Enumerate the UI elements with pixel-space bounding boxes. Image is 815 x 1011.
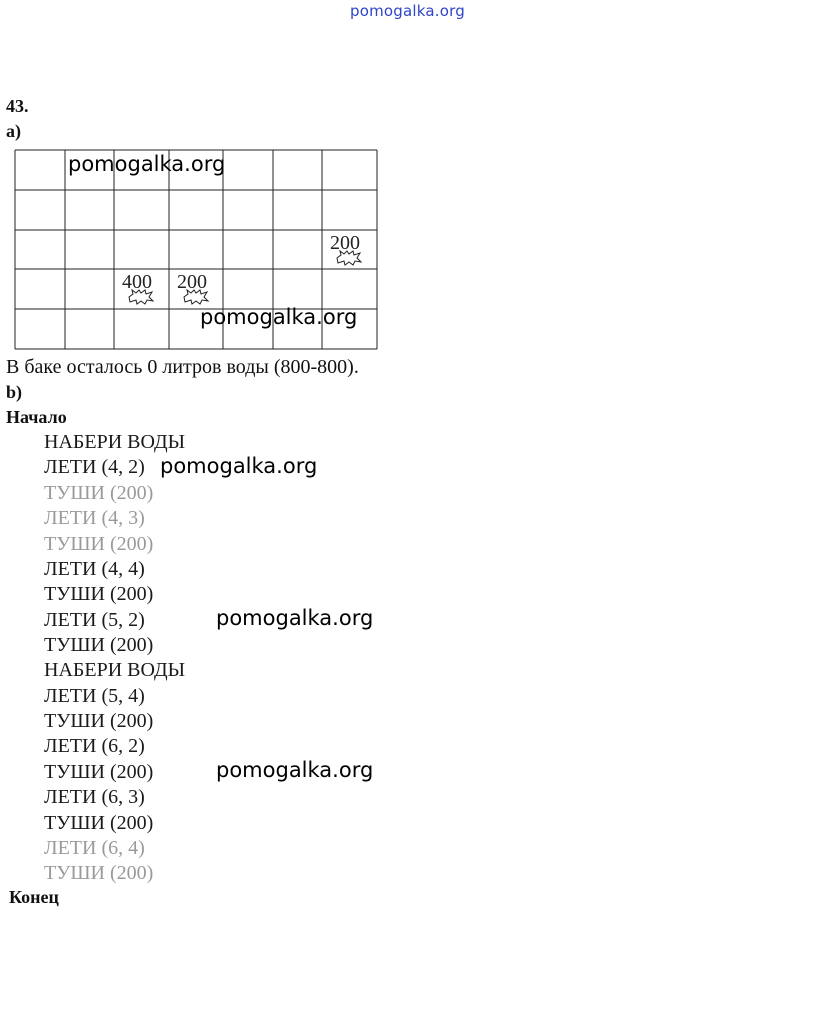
algorithm-step: ЛЕТИ (4, 3): [44, 507, 145, 529]
algorithm-start: Начало: [6, 407, 67, 427]
algorithm-step: ТУШИ (200): [44, 583, 154, 605]
algorithm-end: Конец: [9, 887, 59, 907]
algorithm-step: НАБЕРИ ВОДЫ: [44, 659, 186, 681]
algorithm-step: ТУШИ (200): [44, 482, 154, 504]
fire-icon: [128, 289, 154, 305]
result-text: В баке осталось 0 литров воды (800-800).: [6, 356, 359, 378]
fire-marker: [116, 269, 168, 309]
fire-value: 200: [177, 271, 207, 293]
fire-value: 200: [330, 232, 360, 254]
algorithm-step: ТУШИ (200): [44, 862, 154, 884]
algorithm-step: ТУШИ (200): [44, 710, 154, 732]
fire-value: 400: [122, 271, 152, 293]
algorithm-step: ТУШИ (200): [44, 812, 154, 834]
fire-marker: [324, 230, 376, 270]
part-b-label: b): [6, 382, 23, 402]
watermark: pomogalka.org: [68, 152, 226, 176]
algorithm-step: ЛЕТИ (6, 3): [44, 786, 145, 808]
algorithm-step: ЛЕТИ (6, 4): [44, 837, 145, 859]
algorithm-step: ТУШИ (200): [44, 761, 154, 783]
fire-marker: [171, 269, 223, 309]
watermark: pomogalka.org: [216, 606, 374, 630]
algorithm-step: ЛЕТИ (4, 4): [44, 558, 145, 580]
algorithm-step: ЛЕТИ (4, 2): [44, 456, 145, 478]
algorithm-step: ЛЕТИ (6, 2): [44, 735, 145, 757]
watermark: pomogalka.org: [160, 454, 318, 478]
part-a-label: a): [6, 121, 21, 141]
site-header-link[interactable]: pomogalka.org: [350, 2, 465, 20]
algorithm-step: ЛЕТИ (5, 4): [44, 685, 145, 707]
algorithm-step: ТУШИ (200): [44, 634, 154, 656]
watermark: pomogalka.org: [216, 758, 374, 782]
fire-icon: [336, 250, 362, 266]
watermark: pomogalka.org: [200, 305, 358, 329]
algorithm-step: ТУШИ (200): [44, 533, 154, 555]
algorithm-step: НАБЕРИ ВОДЫ: [44, 431, 186, 453]
fire-icon: [183, 289, 209, 305]
task-number: 43.: [6, 96, 29, 116]
algorithm-step: ЛЕТИ (5, 2): [44, 609, 145, 631]
